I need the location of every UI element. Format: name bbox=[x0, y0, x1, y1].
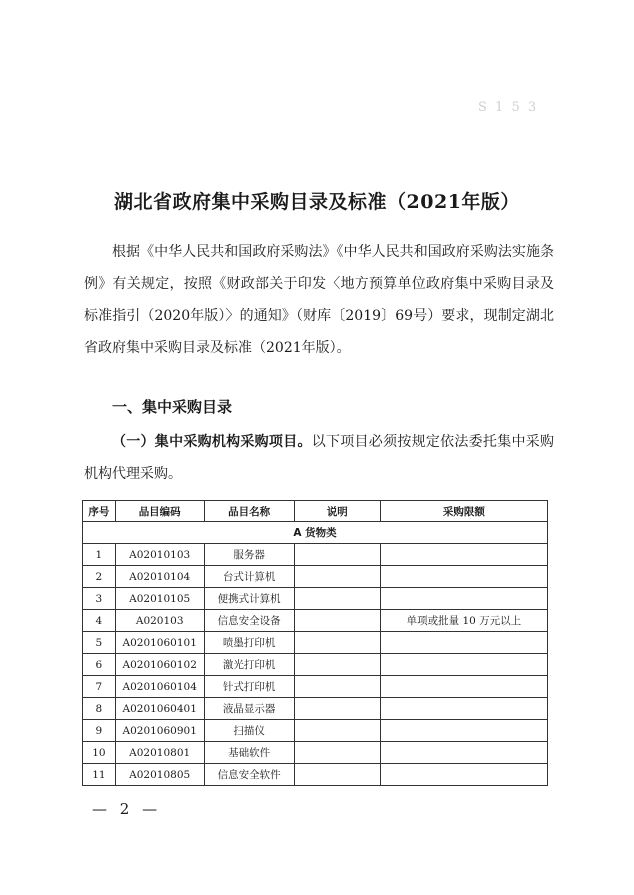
cell-item-code: A02010805 bbox=[115, 764, 204, 786]
cell-procurement-limit: 单项或批量 10 万元以上 bbox=[380, 610, 547, 632]
cell-item-name: 基础软件 bbox=[204, 742, 294, 764]
cell-description bbox=[294, 764, 380, 786]
cell-item-name: 信息安全设备 bbox=[204, 610, 294, 632]
cell-description bbox=[294, 742, 380, 764]
header-serial: 序号 bbox=[83, 501, 116, 522]
cell-description bbox=[294, 676, 380, 698]
cell-item-name: 激光打印机 bbox=[204, 654, 294, 676]
cell-item-code: A0201060401 bbox=[115, 698, 204, 720]
cell-item-name: 便携式计算机 bbox=[204, 588, 294, 610]
table-row bbox=[83, 654, 548, 676]
table-row bbox=[83, 742, 548, 764]
cell-item-code: A020103 bbox=[115, 610, 204, 632]
table-row bbox=[83, 588, 548, 610]
table-row bbox=[83, 676, 548, 698]
cell-item-code: A02010801 bbox=[115, 742, 204, 764]
cell-item-name: 服务器 bbox=[204, 544, 294, 566]
cell-serial: 2 bbox=[83, 566, 116, 588]
cell-item-name: 喷墨打印机 bbox=[204, 632, 294, 654]
document-title: 湖北省政府集中采购目录及标准（2021年版） bbox=[114, 190, 520, 213]
cell-item-code: A02010103 bbox=[115, 544, 204, 566]
cell-description bbox=[294, 632, 380, 654]
cell-item-code: A02010104 bbox=[115, 566, 204, 588]
cell-procurement-limit bbox=[380, 544, 547, 566]
cell-procurement-limit bbox=[380, 588, 547, 610]
subsection-text: 以下项目必须按规定依法委托集中采购机构代理采购。 bbox=[84, 434, 555, 482]
cell-description bbox=[294, 654, 380, 676]
header-procurement-limit: 采购限额 bbox=[380, 501, 547, 522]
header-item-code: 品目编码 bbox=[115, 501, 204, 522]
table-row bbox=[83, 632, 548, 654]
cell-description bbox=[294, 566, 380, 588]
cell-serial: 10 bbox=[83, 742, 116, 764]
intro-paragraph: 根据《中华人民共和国政府采购法》《中华人民共和国政府采购法实施条例》有关规定，按照《财政部关于印发〈地方预算单位政府集中采购目录及标准指引（2020年版）〉的通知》（财库〔2019〕69号）要求，现制定湖北省政府集中采购目录及标准（2021年版）。 bbox=[84, 244, 554, 356]
cell-procurement-limit bbox=[380, 698, 547, 720]
cell-item-code: A0201060101 bbox=[115, 632, 204, 654]
cell-procurement-limit bbox=[380, 654, 547, 676]
cell-description bbox=[294, 544, 380, 566]
table-row bbox=[83, 544, 548, 566]
table-row bbox=[83, 764, 548, 786]
cell-serial: 11 bbox=[83, 764, 116, 786]
cell-item-name: 液晶显示器 bbox=[204, 698, 294, 720]
faded-corner-mark: S 1 5 3 bbox=[478, 100, 539, 115]
cell-serial: 8 bbox=[83, 698, 116, 720]
header-description: 说明 bbox=[294, 501, 380, 522]
page-number: — 2 — bbox=[92, 800, 162, 818]
table-row bbox=[83, 566, 548, 588]
group-row bbox=[83, 522, 548, 544]
cell-procurement-limit bbox=[380, 566, 547, 588]
cell-serial: 6 bbox=[83, 654, 116, 676]
cell-serial: 7 bbox=[83, 676, 116, 698]
cell-item-name: 扫描仪 bbox=[204, 720, 294, 742]
cell-serial: 5 bbox=[83, 632, 116, 654]
cell-item-code: A0201060102 bbox=[115, 654, 204, 676]
cell-item-code: A02010105 bbox=[115, 588, 204, 610]
cell-description bbox=[294, 588, 380, 610]
cell-procurement-limit bbox=[380, 676, 547, 698]
table-header-row bbox=[83, 501, 548, 522]
cell-description bbox=[294, 720, 380, 742]
cell-serial: 3 bbox=[83, 588, 116, 610]
cell-item-code: A0201060901 bbox=[115, 720, 204, 742]
table-row bbox=[83, 610, 548, 632]
header-item-name: 品目名称 bbox=[204, 501, 294, 522]
cell-description bbox=[294, 698, 380, 720]
section-heading: 一、集中采购目录 bbox=[112, 398, 233, 416]
subsection-lead: （一）集中采购机构采购项目。 bbox=[112, 434, 312, 450]
cell-procurement-limit bbox=[380, 720, 547, 742]
cell-item-code: A0201060104 bbox=[115, 676, 204, 698]
procurement-catalog-table bbox=[82, 500, 548, 786]
cell-item-name: 针式打印机 bbox=[204, 676, 294, 698]
table-row bbox=[83, 720, 548, 742]
cell-item-name: 台式计算机 bbox=[204, 566, 294, 588]
cell-item-name: 信息安全软件 bbox=[204, 764, 294, 786]
subsection-paragraph bbox=[84, 426, 554, 490]
cell-description bbox=[294, 610, 380, 632]
group-label: A 货物类 bbox=[83, 522, 548, 544]
cell-procurement-limit bbox=[380, 764, 547, 786]
cell-serial: 1 bbox=[83, 544, 116, 566]
table-row bbox=[83, 698, 548, 720]
cell-serial: 9 bbox=[83, 720, 116, 742]
cell-serial: 4 bbox=[83, 610, 116, 632]
cell-procurement-limit bbox=[380, 632, 547, 654]
cell-procurement-limit bbox=[380, 742, 547, 764]
